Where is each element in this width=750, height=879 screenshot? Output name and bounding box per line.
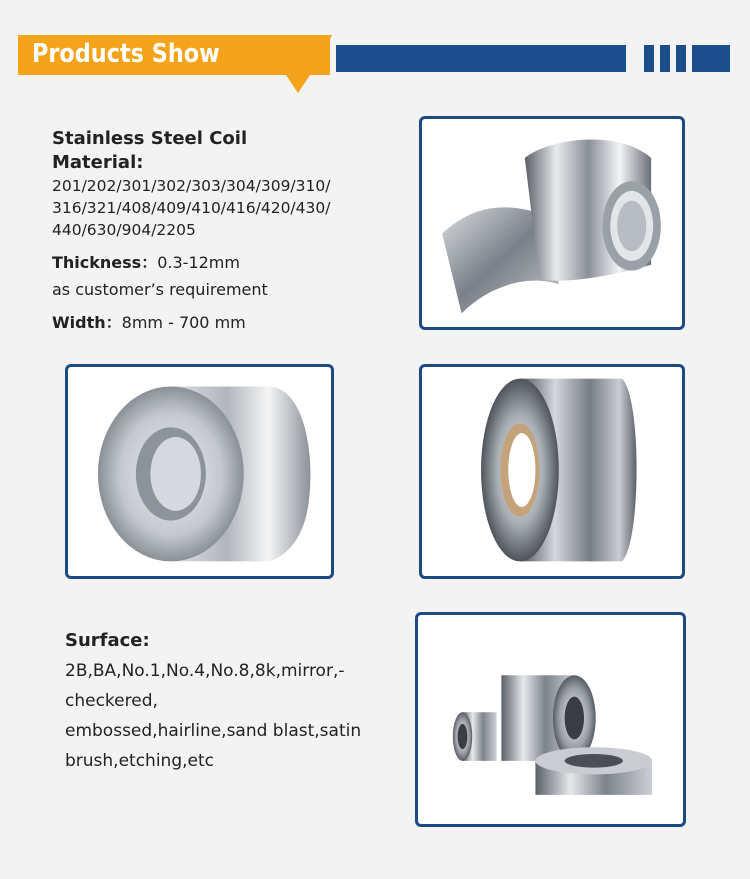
width-value: 8mm - 700 mm bbox=[121, 313, 246, 332]
surface-line: brush,etching,etc bbox=[65, 751, 214, 771]
material-line: 201/202/301/302/303/304/309/310/ bbox=[52, 177, 331, 195]
thickness-value: 0.3-12mm bbox=[157, 253, 240, 272]
steel-coil-image bbox=[68, 367, 331, 576]
steel-coil-image bbox=[422, 367, 682, 576]
banner-stripe bbox=[676, 45, 686, 72]
thickness-note: as customer’s requirement bbox=[52, 280, 268, 299]
banner-title: Products Show bbox=[32, 39, 220, 69]
product-image-large-coil bbox=[65, 364, 334, 579]
material-line: 440/630/904/2205 bbox=[52, 221, 196, 239]
banner-blue-bar bbox=[336, 45, 626, 72]
banner-slant bbox=[314, 35, 332, 75]
surface-line: embossed,hairline,sand blast,satin bbox=[65, 721, 362, 741]
surface-line: checkered, bbox=[65, 691, 158, 711]
material-line: 316/321/408/409/410/416/420/430/ bbox=[52, 199, 331, 217]
banner-stripe bbox=[660, 45, 670, 72]
steel-coil-image bbox=[422, 119, 682, 327]
material-label: Material: bbox=[52, 152, 144, 173]
surface-label: Surface: bbox=[65, 630, 150, 651]
product-image-strip-roll bbox=[419, 364, 685, 579]
product-image-stacked-coils bbox=[415, 612, 686, 827]
banner-stripe bbox=[644, 45, 654, 72]
banner-stripe bbox=[692, 45, 730, 72]
thickness-label: Thickness： bbox=[52, 253, 158, 272]
width-label: Width： bbox=[52, 313, 122, 332]
product-image-unrolled-coil bbox=[419, 116, 685, 330]
product-name: Stainless Steel Coil bbox=[52, 128, 248, 149]
steel-coil-image bbox=[418, 615, 683, 824]
banner-pointer bbox=[286, 75, 310, 93]
thickness-row bbox=[52, 250, 240, 273]
section-banner bbox=[18, 35, 730, 95]
width-row bbox=[52, 310, 246, 333]
surface-line: 2B,BA,No.1,No.4,No.8,8k,mirror,- bbox=[65, 661, 345, 681]
